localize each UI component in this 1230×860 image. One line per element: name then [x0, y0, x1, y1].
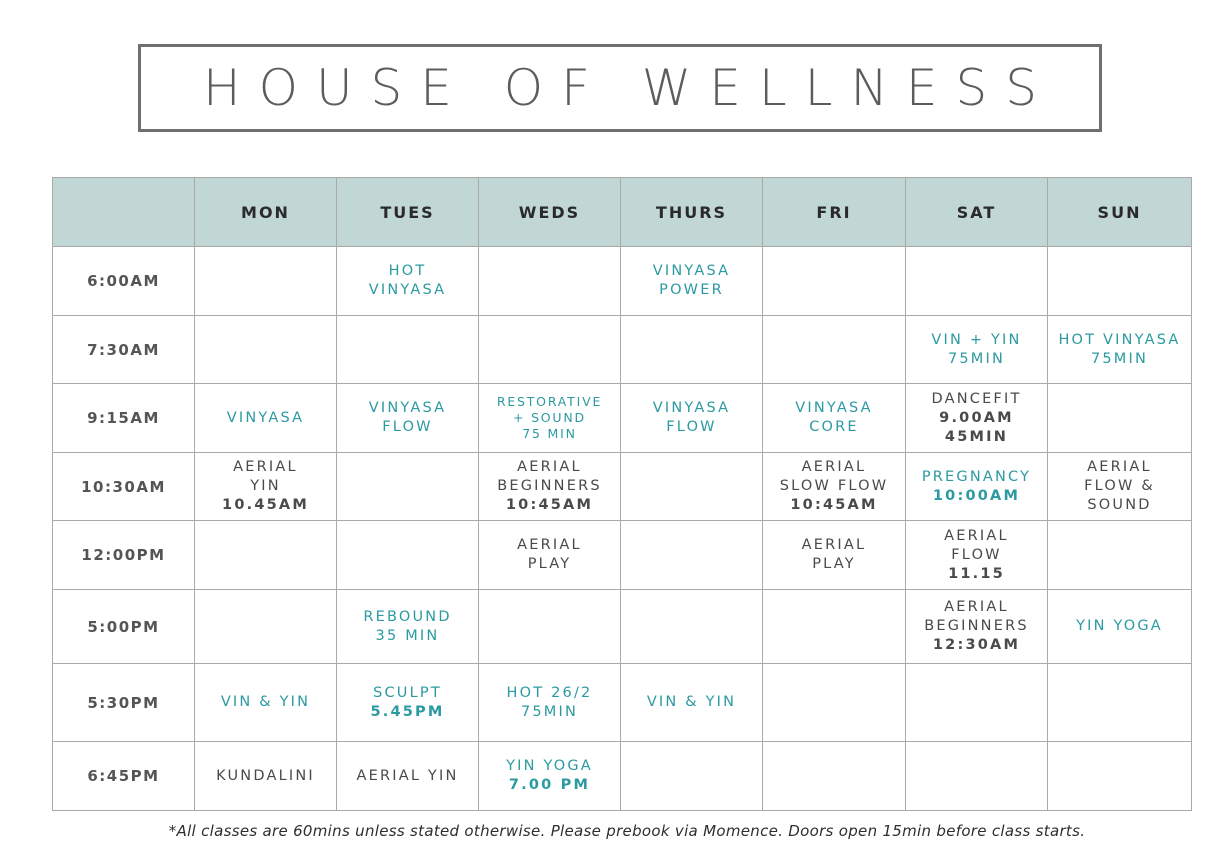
class-entry-line: VIN + YIN — [931, 331, 1022, 348]
class-cell — [479, 664, 621, 742]
class-entry-line: 10.45AM — [222, 497, 309, 513]
time-slot-label: 10:30AM — [53, 453, 195, 521]
empty-cell — [1048, 247, 1192, 316]
class-entry — [623, 693, 760, 712]
class-entry-line: 35 MIN — [375, 627, 440, 644]
class-entry — [765, 458, 903, 515]
class-entry — [1050, 617, 1189, 636]
class-entry — [623, 399, 760, 437]
class-entry — [908, 527, 1045, 584]
class-entry-line: 10:45AM — [505, 497, 594, 513]
class-entry-line: RESTORATIVE — [496, 394, 603, 409]
class-entry — [623, 262, 760, 300]
class-entry-line: VINYASA — [368, 282, 447, 298]
time-slot-label: 6:00AM — [53, 247, 195, 316]
title-box — [138, 44, 1102, 132]
day-header: THURS — [621, 178, 763, 247]
class-entry-line: 10:45AM — [790, 497, 878, 513]
class-entry-line: HOT — [388, 263, 427, 279]
class-entry-line: PLAY — [527, 556, 572, 572]
empty-cell — [1048, 384, 1192, 453]
class-cell — [621, 384, 763, 453]
empty-cell — [195, 316, 337, 384]
class-entry-line: VINYASA — [652, 400, 731, 416]
class-entry-line: VIN & YIN — [646, 694, 737, 710]
schedule-body — [53, 247, 1192, 811]
time-slot-label: 12:00PM — [53, 521, 195, 590]
class-cell — [621, 247, 763, 316]
class-entry — [1050, 458, 1189, 515]
class-entry-line: BEGINNERS — [924, 618, 1029, 634]
footnote: *All classes are 60mins unless stated otherwise. Please prebook via Momence. Doors open 15min before class starts. — [168, 822, 1086, 840]
time-slot-label: 7:30AM — [53, 316, 195, 384]
class-cell — [621, 664, 763, 742]
class-entry-line: + SOUND — [513, 410, 586, 425]
class-cell — [763, 521, 906, 590]
time-row — [53, 590, 1192, 664]
empty-cell — [1048, 521, 1192, 590]
class-entry-line: POWER — [659, 282, 724, 298]
class-entry-line: AERIAL — [944, 599, 1009, 615]
class-cell — [763, 453, 906, 521]
class-entry — [339, 684, 476, 722]
class-entry-line: VINYASA — [226, 409, 305, 426]
empty-cell — [621, 742, 763, 811]
class-cell — [479, 384, 621, 453]
empty-cell — [763, 742, 906, 811]
class-entry-line: 11.15 — [948, 565, 1005, 582]
class-entry — [481, 684, 618, 722]
class-entry-line: 75MIN — [947, 350, 1006, 367]
class-entry — [339, 767, 476, 786]
class-cell — [337, 664, 479, 742]
class-cell — [337, 247, 479, 316]
time-row — [53, 453, 1192, 521]
class-entry-line: SOUND — [1087, 497, 1152, 513]
class-entry-line: HOT 26/2 — [506, 684, 593, 701]
empty-cell — [479, 316, 621, 384]
day-header: SUN — [1048, 178, 1192, 247]
time-row — [53, 521, 1192, 590]
class-cell — [906, 453, 1048, 521]
class-entry — [1050, 331, 1189, 369]
empty-cell — [195, 521, 337, 590]
empty-cell — [479, 590, 621, 664]
page-title: HOUSE OF WELLNESS — [203, 59, 1055, 117]
class-entry — [908, 390, 1045, 447]
class-cell — [337, 590, 479, 664]
class-cell — [195, 742, 337, 811]
class-entry-line: 7.00 PM — [508, 777, 591, 793]
class-cell — [337, 742, 479, 811]
class-entry-line: FLOW — [666, 419, 717, 435]
class-cell — [195, 453, 337, 521]
class-cell — [1048, 316, 1192, 384]
empty-cell — [479, 247, 621, 316]
class-entry-line: AERIAL — [517, 459, 582, 475]
class-entry-line: FLOW — [951, 546, 1002, 563]
class-cell — [479, 453, 621, 521]
class-entry-line: AERIAL — [801, 537, 867, 553]
class-cell — [195, 664, 337, 742]
class-entry-line: FLOW & — [1084, 478, 1155, 494]
time-row — [53, 247, 1192, 316]
class-entry — [481, 394, 618, 442]
class-entry — [908, 598, 1045, 655]
empty-cell — [906, 742, 1048, 811]
class-entry — [908, 331, 1045, 369]
empty-cell — [337, 453, 479, 521]
class-entry — [339, 608, 476, 646]
class-cell — [195, 384, 337, 453]
class-entry-line: AERIAL — [1087, 459, 1152, 475]
time-slot-label: 5:30PM — [53, 664, 195, 742]
class-cell — [337, 384, 479, 453]
empty-cell — [621, 316, 763, 384]
empty-cell — [195, 247, 337, 316]
class-entry-line: HOT VINYASA — [1058, 331, 1181, 348]
class-entry-line: VINYASA — [368, 400, 447, 416]
empty-cell — [763, 247, 906, 316]
class-entry-line: AERIAL YIN — [356, 767, 459, 784]
class-entry-line: VINYASA — [795, 400, 873, 416]
empty-cell — [337, 521, 479, 590]
class-entry-line: 75MIN — [520, 703, 579, 720]
class-entry-line: YIN YOGA — [1076, 618, 1163, 634]
class-entry-line: 10:00AM — [932, 487, 1021, 504]
class-entry — [197, 767, 334, 786]
class-entry-line: REBOUND — [363, 608, 452, 625]
empty-cell — [763, 664, 906, 742]
class-cell — [479, 742, 621, 811]
class-entry-line: 5.45PM — [370, 703, 445, 720]
empty-cell — [906, 664, 1048, 742]
class-entry-line: AERIAL — [944, 527, 1009, 544]
empty-cell — [621, 453, 763, 521]
day-header: TUES — [337, 178, 479, 247]
time-slot-label: 9:15AM — [53, 384, 195, 453]
class-entry — [197, 409, 334, 428]
class-entry — [481, 757, 618, 795]
day-header: WEDS — [479, 178, 621, 247]
class-entry-line: SCULPT — [373, 684, 442, 701]
class-entry-line: PLAY — [812, 556, 856, 572]
class-entry-line: YIN — [250, 478, 281, 494]
empty-cell — [1048, 742, 1192, 811]
class-entry-line: 12:30AM — [932, 637, 1021, 653]
class-entry-line: AERIAL — [517, 537, 582, 553]
time-row — [53, 384, 1192, 453]
class-cell — [1048, 590, 1192, 664]
time-row — [53, 664, 1192, 742]
class-entry-line: PREGNANCY — [921, 468, 1032, 485]
empty-cell — [621, 521, 763, 590]
class-entry-line: 75MIN — [1090, 350, 1149, 367]
time-slot-label: 6:45PM — [53, 742, 195, 811]
class-entry-line: CORE — [809, 419, 859, 435]
class-cell — [763, 384, 906, 453]
class-entry-line: AERIAL — [801, 459, 867, 475]
class-entry-line: FLOW — [382, 419, 433, 435]
header-corner-cell — [53, 178, 195, 247]
class-entry — [197, 458, 334, 515]
class-entry-line: AERIAL — [233, 459, 298, 475]
class-cell — [906, 316, 1048, 384]
class-cell — [906, 521, 1048, 590]
class-entry-line: BEGINNERS — [497, 478, 602, 494]
class-cell — [1048, 453, 1192, 521]
class-entry — [765, 399, 903, 437]
empty-cell — [195, 590, 337, 664]
empty-cell — [906, 247, 1048, 316]
class-entry — [908, 468, 1045, 506]
empty-cell — [763, 316, 906, 384]
class-entry-line: 9.00AM — [939, 409, 1014, 426]
class-entry-line: 75 MIN — [522, 426, 577, 441]
class-entry-line: 45MIN — [944, 428, 1009, 445]
header-row — [53, 178, 1192, 247]
empty-cell — [337, 316, 479, 384]
class-cell — [906, 590, 1048, 664]
class-entry-line: DANCEFIT — [931, 390, 1022, 407]
class-entry-line: KUNDALINI — [216, 767, 315, 784]
empty-cell — [1048, 664, 1192, 742]
empty-cell — [763, 590, 906, 664]
empty-cell — [621, 590, 763, 664]
class-cell — [906, 384, 1048, 453]
class-entry — [481, 458, 618, 515]
day-header: SAT — [906, 178, 1048, 247]
time-row — [53, 742, 1192, 811]
class-entry — [765, 536, 903, 574]
day-header: MON — [195, 178, 337, 247]
time-row — [53, 316, 1192, 384]
class-entry-line: YIN YOGA — [506, 758, 593, 774]
time-slot-label: 5:00PM — [53, 590, 195, 664]
day-header: FRI — [763, 178, 906, 247]
class-cell — [479, 521, 621, 590]
class-entry — [481, 536, 618, 574]
class-entry — [339, 399, 476, 437]
class-entry — [197, 693, 334, 712]
class-entry-line: VIN & YIN — [220, 694, 311, 710]
class-entry-line: VINYASA — [652, 263, 731, 279]
class-schedule-table — [52, 177, 1192, 811]
class-entry-line: SLOW FLOW — [779, 478, 889, 494]
class-entry — [339, 262, 476, 300]
